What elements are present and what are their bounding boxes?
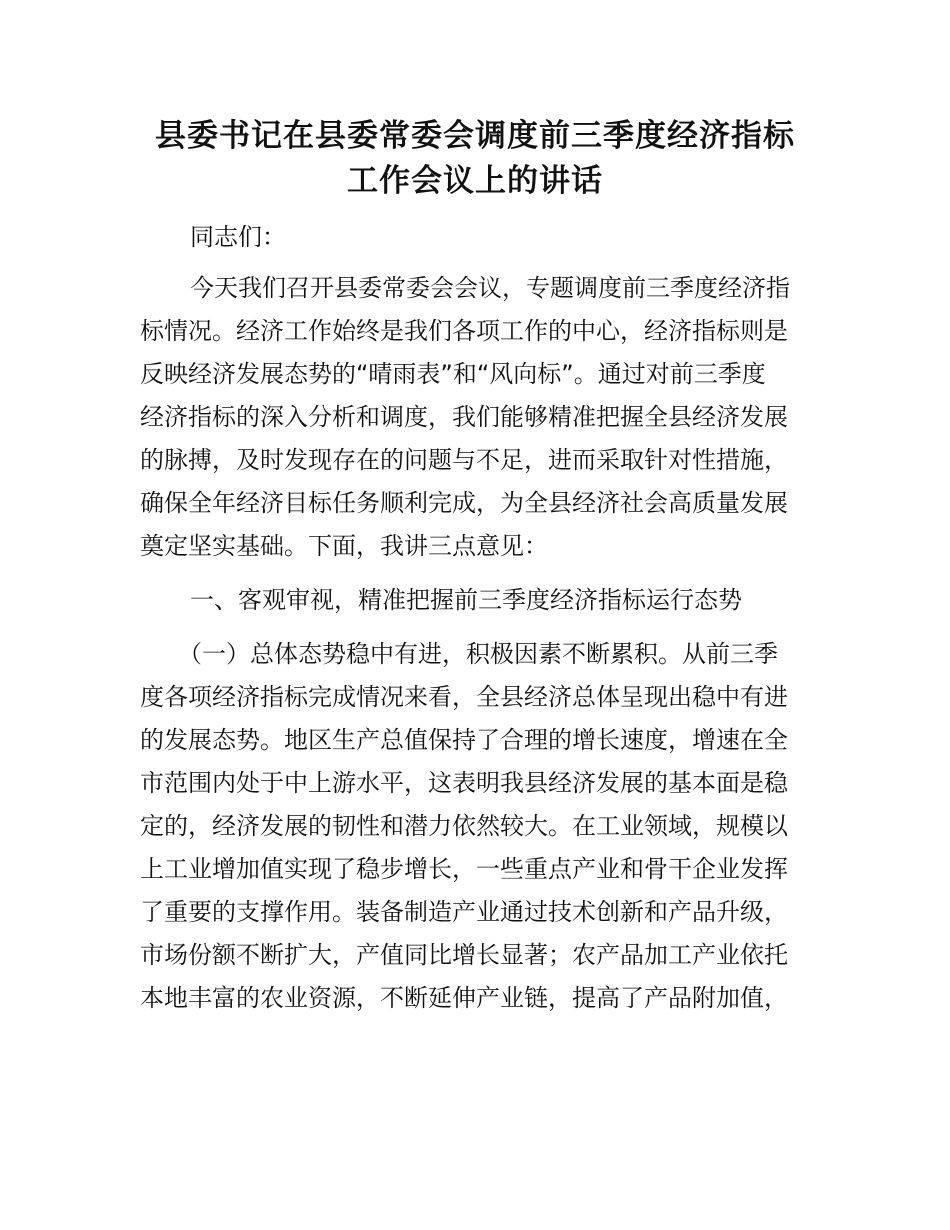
- document-title-line-2: 工作会议上的讲话: [347, 163, 603, 199]
- intro-line: 经济指标的深入分析和调度，我们能够精准把握全县经济发展: [140, 403, 788, 431]
- intro-line: 的脉搏，及时发现存在的问题与不足，进而采取针对性措施，: [140, 446, 788, 474]
- section-heading: 一、客观审视，精准把握前三季度经济指标运行态势: [190, 586, 742, 614]
- subsection-line: 市场份额不断扩大，产值同比增长显著；农产品加工产业依托: [140, 941, 788, 969]
- subsection-line: 定的，经济发展的韧性和潜力依然较大。在工业领域，规模以: [140, 812, 788, 840]
- document-title-line-1: 县委书记在县委常委会调度前三季度经济指标: [155, 118, 795, 154]
- subsection-line: 度各项经济指标完成情况来看，全县经济总体呈现出稳中有进: [140, 683, 788, 711]
- subsection-line: 上工业增加值实现了稳步增长，一些重点产业和骨干企业发挥: [140, 855, 788, 883]
- intro-line: 今天我们召开县委常委会会议，专题调度前三季度经济指: [190, 274, 790, 302]
- subsection-line: 本地丰富的农业资源，不断延伸产业链，提高了产品附加值，: [140, 984, 788, 1012]
- intro-line: 标情况。经济工作始终是我们各项工作的中心，经济指标则是: [140, 317, 788, 345]
- subsection-line: 市范围内处于中上游水平，这表明我县经济发展的基本面是稳: [140, 769, 788, 797]
- intro-line: 奠定坚实基础。下面，我讲三点意见：: [140, 532, 548, 560]
- subsection-line: 的发展态势。地区生产总值保持了合理的增长速度，增速在全: [140, 726, 788, 754]
- subsection-line: 了重要的支撑作用。装备制造产业通过技术创新和产品升级，: [140, 898, 788, 926]
- salutation: 同志们：: [190, 223, 286, 251]
- intro-line: 反映经济发展态势的“晴雨表”和“风向标”。通过对前三季度: [140, 360, 766, 388]
- subsection-line: （一）总体态势稳中有进，积极因素不断累积。从前三季: [178, 640, 778, 668]
- intro-line: 确保全年经济目标任务顺利完成，为全县经济社会高质量发展: [140, 489, 788, 517]
